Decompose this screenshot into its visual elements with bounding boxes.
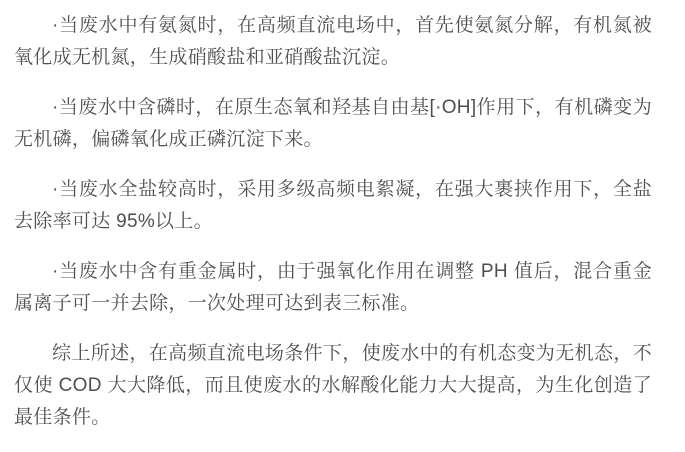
paragraph-total-salt: ·当废水全盐较高时，采用多级高频电絮凝，在强大裹挟作用下，全盐去除率可达 95%以上。 bbox=[14, 179, 652, 232]
paragraph-ammonia-nitrogen: ·当废水中有氨氮时，在高频直流电场中，首先使氨氮分解，有机氮被氧化成无机氮，生成硝酸盐和亚硝酸盐沉淀。 bbox=[14, 15, 652, 68]
paragraph-phosphorus: ·当废水中含磷时，在原生态氧和羟基自由基[·OH]作用下，有机磷变为无机磷，偏磷氧化成正磷沉淀下来。 bbox=[14, 97, 652, 150]
paragraph-conclusion: 综上所述，在高频直流电场条件下，使废水中的有机态变为无机态，不仅使 COD 大大降低，而且使废水的水解酸化能力大大提高，为生化创造了最佳条件。 bbox=[14, 343, 652, 428]
paragraph-heavy-metals: ·当废水中含有重金属时，由于强氧化作用在调整 PH 值后，混合重金属离子可一并去除，一次处理可达到表三标准。 bbox=[14, 261, 652, 314]
